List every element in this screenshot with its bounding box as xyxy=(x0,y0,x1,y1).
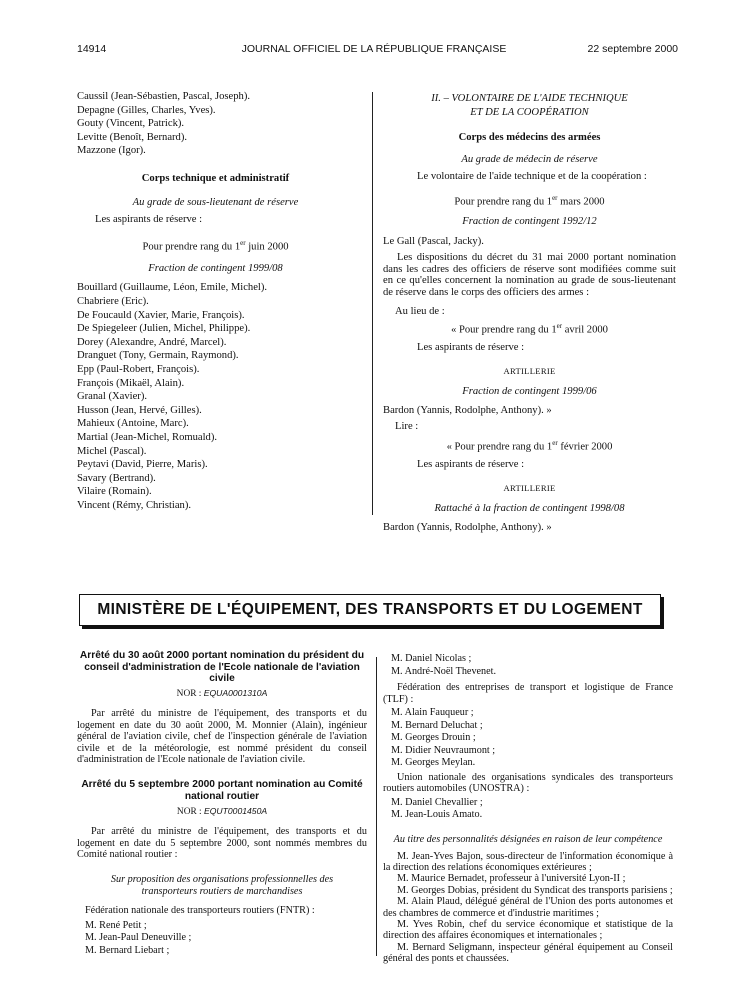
aspirants-line: Les aspirants de réserve : xyxy=(95,214,203,226)
journal-title: JOURNAL OFFICIEL DE LA RÉPUBLIQUE FRANÇAISE xyxy=(241,43,507,55)
section-heading-line2: ET DE LA COOPÉRATION xyxy=(470,106,589,118)
name-entry: Bardon (Yannis, Rodolphe, Anthony). » xyxy=(383,405,552,417)
publication-date: 22 septembre 2000 xyxy=(587,43,678,55)
name-entry: Michel (Pascal). xyxy=(77,445,147,457)
name-entry: Peytavi (David, Pierre, Maris). xyxy=(77,459,208,471)
proposition-heading: Sur proposition des organisations professionnelles des transporteurs routiers de marchandises xyxy=(110,874,334,897)
rang-prefix: « Pour prendre rang du 1 xyxy=(446,441,553,453)
name-entry: Dranguet (Tony, Germain, Raymond). xyxy=(77,350,239,362)
member-entry: M. Bernard Deluchat ; xyxy=(391,719,483,731)
personnalites-heading: Au titre des personnalités désignées en raison de leur compétence xyxy=(393,833,663,845)
ministry-banner xyxy=(79,594,661,626)
name-entry: François (Mikaël, Alain). xyxy=(77,377,185,389)
name-entry: Epp (Paul-Robert, François). xyxy=(77,364,200,376)
member-entry: M. René Petit ; xyxy=(85,919,147,931)
member-entry: M. Jean-Yves Bajon, sous-directeur de l'information économique à la direction des relations économiques extérieures ; xyxy=(383,850,673,873)
name-entry: Mahieux (Antoine, Marc). xyxy=(77,418,189,430)
member-entry: M. Georges Drouin ; xyxy=(391,732,476,744)
corps-heading: Corps technique et administratif xyxy=(141,172,290,184)
arrete-body: Par arrêté du ministre de l'équipement, des transports et du logement en date du 30 août 2000, M. Monnier (Alain), ingénieur général de l'aviation civile, chef de l'inspection générale de l'aviation civile et de la météorologie, est nommé président du conseil d'administration de l'Ecole nationale de l'aviation civile. xyxy=(77,708,367,765)
ministry-title: MINISTÈRE DE L'ÉQUIPEMENT, DES TRANSPORTS ET DU LOGEMENT xyxy=(97,601,643,618)
member-entry: M. Alain Plaud, délégué général de l'Union des ports autonomes et des chambres de commerce et d'industrie maritimes ; xyxy=(383,896,673,919)
top-right-column xyxy=(383,92,676,535)
member-entry: M. Jean-Paul Deneuville ; xyxy=(85,932,192,944)
federation-line: Union nationale des organisations syndicales des transporteurs routiers automobiles (UNOSTRA) : xyxy=(383,771,673,795)
corps-heading: Corps des médecins des armées xyxy=(458,132,601,144)
rang-prefix: « Pour prendre rang du 1 xyxy=(451,324,557,336)
federation-line: Fédération des entreprises de transport et logistique de France (TLF) : xyxy=(383,682,673,705)
arrete-title: Arrêté du 30 août 2000 portant nomination du président du conseil d'administration de l'Ecole nationale de l'aviation civile xyxy=(79,650,365,685)
aspirants-line: Les aspirants de réserve : xyxy=(417,342,525,354)
name-entry: De Foucauld (Xavier, Marie, François). xyxy=(77,309,245,321)
arrete-body: Par arrêté du ministre de l'équipement, des transports et du logement en date du 5 septembre 2000, sont nommés membres du Comité national routier : xyxy=(77,826,367,860)
member-entry: M. Bernard Seligmann, inspecteur général équipement au Conseil général des ponts et chaussées. xyxy=(383,941,673,965)
rang-suffix: juin 2000 xyxy=(245,241,289,253)
section-heading-line1: II. – VOLONTAIRE DE L'AIDE TECHNIQUE xyxy=(431,93,628,104)
column-divider xyxy=(376,657,377,956)
nor-label: NOR : xyxy=(176,688,204,699)
rang-sup: er xyxy=(552,439,558,448)
name-entry: Martial (Jean-Michel, Romuald). xyxy=(77,432,218,443)
rang-sup: er xyxy=(556,322,563,331)
grade-heading: Au grade de médecin de réserve xyxy=(461,153,598,165)
name-entry: Mazzone (Igor). xyxy=(77,145,146,157)
member-entry: M. André-Noël Thevenet. xyxy=(391,665,497,677)
nor-code: EQUA0001310A xyxy=(203,687,268,698)
fraction-heading: Fraction de contingent 1999/06 xyxy=(462,385,597,397)
name-entry: Caussil (Jean-Sébastien, Pascal, Joseph). xyxy=(77,91,250,102)
artillerie-heading: ARTILLERIE xyxy=(503,483,556,494)
nor-reference xyxy=(77,805,367,819)
name-entry: Vilaire (Romain). xyxy=(77,486,152,498)
rang-line xyxy=(383,437,676,454)
column-divider xyxy=(372,92,373,515)
artillerie-heading: ARTILLERIE xyxy=(503,365,556,376)
member-entry: M. Daniel Chevallier ; xyxy=(391,796,483,808)
rang-suffix: mars 2000 xyxy=(557,196,605,208)
name-entry: Le Gall (Pascal, Jacky). xyxy=(383,235,484,247)
rang-prefix: Pour prendre rang du 1 xyxy=(142,241,241,253)
name-entry: Granal (Xavier). xyxy=(77,391,147,403)
name-entry: Depagne (Gilles, Charles, Yves). xyxy=(77,104,216,116)
rang-sup: er xyxy=(552,193,558,202)
aspirants-line: Les aspirants de réserve : xyxy=(417,459,525,471)
name-entry: Savary (Bertrand). xyxy=(77,472,156,484)
rang-line xyxy=(77,237,354,254)
member-entry: M. Jean-Louis Amato. xyxy=(391,809,483,821)
dispositions-paragraph: Les dispositions du décret du 31 mai 2000 portant nomination dans les cadres des officiers de réserve sont modifiées comme suit en ce qu'elles concernent la nomination au grade de sous-lieutenant de réserve dans le corps des officiers des armes : xyxy=(383,252,676,299)
member-entry: M. Georges Dobias, président du Syndicat des transports parisiens ; xyxy=(397,884,673,896)
member-entry: M. Bernard Liebart ; xyxy=(85,945,170,956)
arrete-title: Arrêté du 5 septembre 2000 portant nomination au Comité national routier xyxy=(81,779,363,802)
name-entry: Bardon (Yannis, Rodolphe, Anthony). » xyxy=(383,522,552,534)
bottom-left-column xyxy=(77,650,367,958)
lire-line: Lire : xyxy=(395,420,419,432)
rang-line xyxy=(383,192,676,209)
member-entry: M. Maurice Bernadet, professeur à l'université Lyon-II ; xyxy=(397,873,626,885)
name-entry: Levitte (Benoît, Bernard). xyxy=(77,131,188,143)
name-entry: Husson (Jean, Hervé, Gilles). xyxy=(77,404,202,416)
name-entry: Gouty (Vincent, Patrick). xyxy=(77,118,185,130)
member-entry: M. Daniel Nicolas ; xyxy=(391,653,472,664)
member-entry: M. Alain Fauqueur ; xyxy=(391,707,474,718)
federation-line: Fédération nationale des transporteurs routiers (FNTR) : xyxy=(85,905,315,917)
rang-sup: er xyxy=(240,238,246,247)
rattache-heading: Rattaché à la fraction de contingent 1998/08 xyxy=(434,502,625,514)
fraction-heading: Fraction de contingent 1992/12 xyxy=(462,216,597,228)
nor-label: NOR : xyxy=(176,806,205,817)
member-entry: M. Didier Neuvraumont ; xyxy=(391,744,496,756)
name-entry: De Spiegeleer (Julien, Michel, Philippe). xyxy=(77,323,251,335)
rang-suffix: avril 2000 xyxy=(562,324,608,336)
bottom-right-column xyxy=(383,653,673,965)
rang-line xyxy=(383,320,676,337)
name-entry: Dorey (Alexandre, André, Marcel). xyxy=(77,336,227,348)
rang-suffix: février 2000 xyxy=(557,441,613,453)
name-entry: Vincent (Rémy, Christian). xyxy=(77,499,192,511)
nor-code: EQUT0001450A xyxy=(204,805,268,816)
member-entry: M. Yves Robin, chef du service économique et statistique de la direction des affaires économiques et internationales ; xyxy=(383,919,673,942)
page-number: 14914 xyxy=(77,43,107,55)
grade-heading: Au grade de sous-lieutenant de réserve xyxy=(132,196,299,208)
volontaire-line: Le volontaire de l'aide technique et de la coopération : xyxy=(417,171,647,183)
fraction-heading: Fraction de contingent 1999/08 xyxy=(148,262,283,274)
top-left-column xyxy=(77,90,354,513)
nor-reference xyxy=(77,687,367,701)
member-entry: M. Georges Meylan. xyxy=(391,757,476,769)
name-entry: Chabriere (Eric). xyxy=(77,296,149,308)
au-lieu-line: Au lieu de : xyxy=(395,305,445,317)
name-entry: Bouillard (Guillaume, Léon, Emile, Michel). xyxy=(77,282,268,294)
rang-prefix: Pour prendre rang du 1 xyxy=(454,196,553,208)
names-list xyxy=(77,281,354,512)
